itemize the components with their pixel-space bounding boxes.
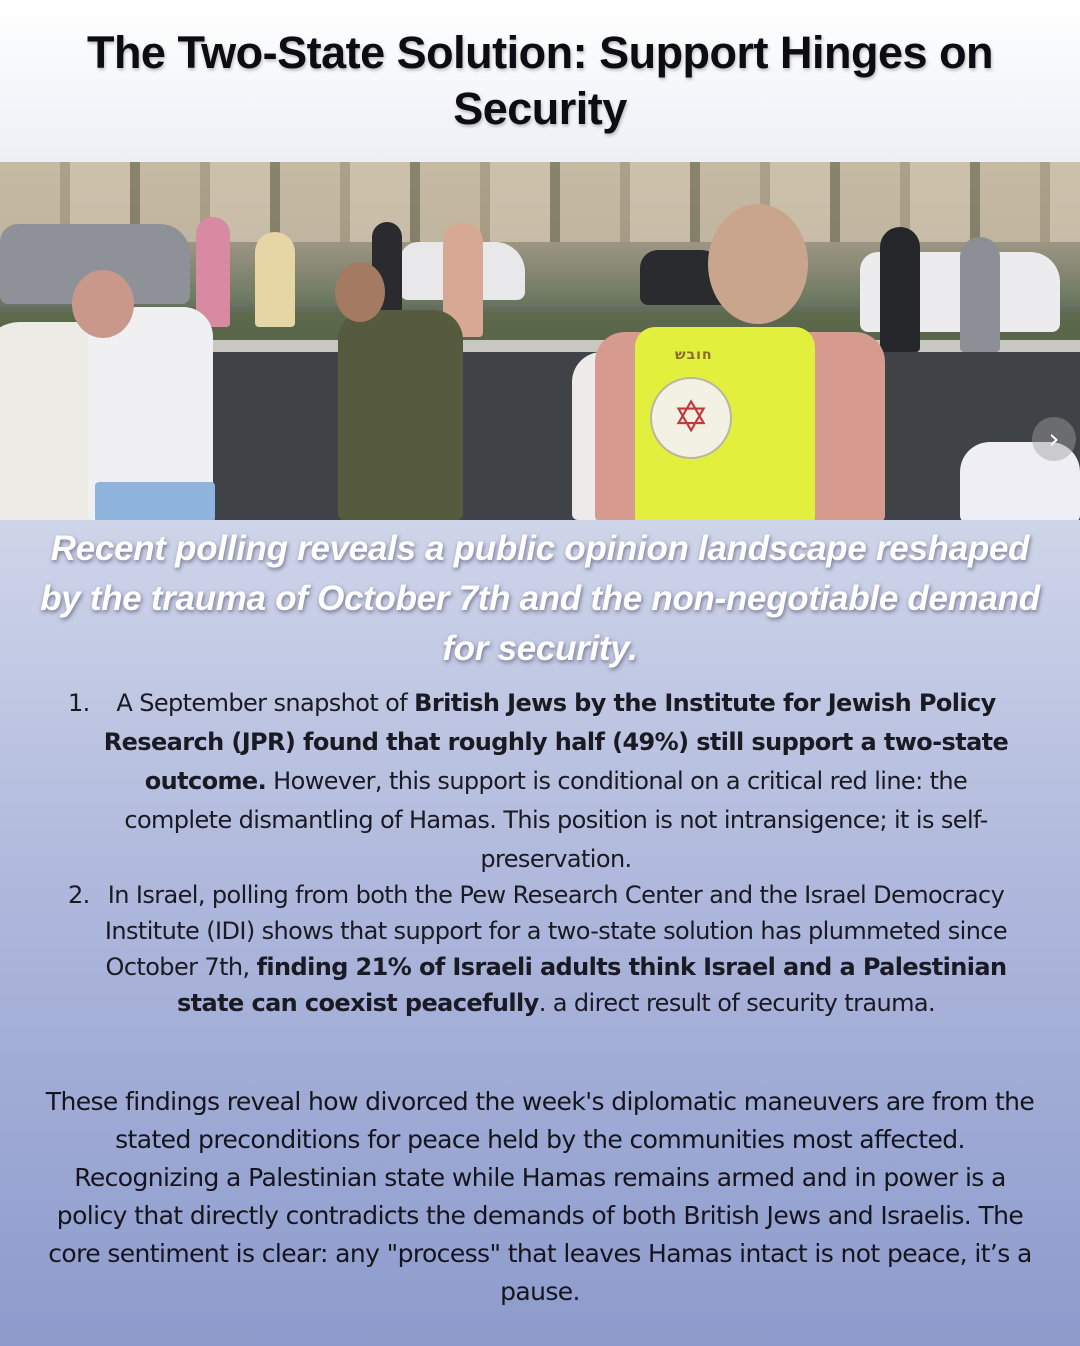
chevron-right-icon[interactable]: › bbox=[1032, 417, 1076, 461]
photo-medic-head bbox=[708, 204, 808, 324]
photo-bystander bbox=[960, 237, 1000, 352]
photo-elderly-man-head bbox=[72, 270, 134, 338]
list-item bbox=[56, 684, 1016, 879]
list-number: 2. bbox=[68, 881, 90, 909]
closing-paragraph: These findings reveal how divorced the week's diplomatic maneuvers are from the stated preconditions for peace held by the communities most affected. Recognizing a Palestinian state while Hamas remains armed and in power is a policy that directly contradicts the demands of both British Jews and Israelis. The core sentiment is clear: any "process" that leaves Hamas intact is not peace, it’s a pause. bbox=[45, 1087, 1035, 1306]
header bbox=[0, 0, 1080, 162]
list-item-text: In Israel, polling from both the Pew Research Center and the Israel Democracy Institute (IDI) shows that support for a two-state solution has plummeted since October 7th, finding 21% of Israeli adults think Israel and a Palestinian state can coexist peacefully. a direct result of security trauma. bbox=[104, 881, 1008, 1017]
photo-elderly-man-shorts bbox=[95, 482, 215, 520]
vest-hebrew-label: חובש bbox=[675, 347, 713, 363]
photo-soldier bbox=[338, 310, 463, 520]
list-number: 1. bbox=[68, 689, 90, 717]
photo-bystander bbox=[255, 232, 295, 327]
findings-list bbox=[56, 684, 1016, 1021]
star-of-david-icon: ✡ bbox=[650, 377, 732, 459]
subtitle: Recent polling reveals a public opinion landscape reshaped by the trauma of October 7th and the non-negotiable demand for security. bbox=[40, 529, 1040, 668]
list-item bbox=[56, 877, 1016, 1021]
news-photo bbox=[0, 162, 1080, 520]
photo-soldier-head bbox=[335, 262, 385, 322]
page-title: The Two-State Solution: Support Hinges on Security bbox=[86, 27, 994, 134]
list-item-text: A September snapshot of British Jews by the Institute for Jewish Policy Research (JPR) found that roughly half (49%) still support a two-state outcome. However, this support is conditional on a critical red line: the complete dismantling of Hamas. This position is not intransigence; it is self-preservation. bbox=[103, 689, 1009, 873]
photo-bystander bbox=[196, 217, 230, 327]
photo-bystander bbox=[880, 227, 920, 352]
photo-car-foreground bbox=[0, 322, 100, 520]
